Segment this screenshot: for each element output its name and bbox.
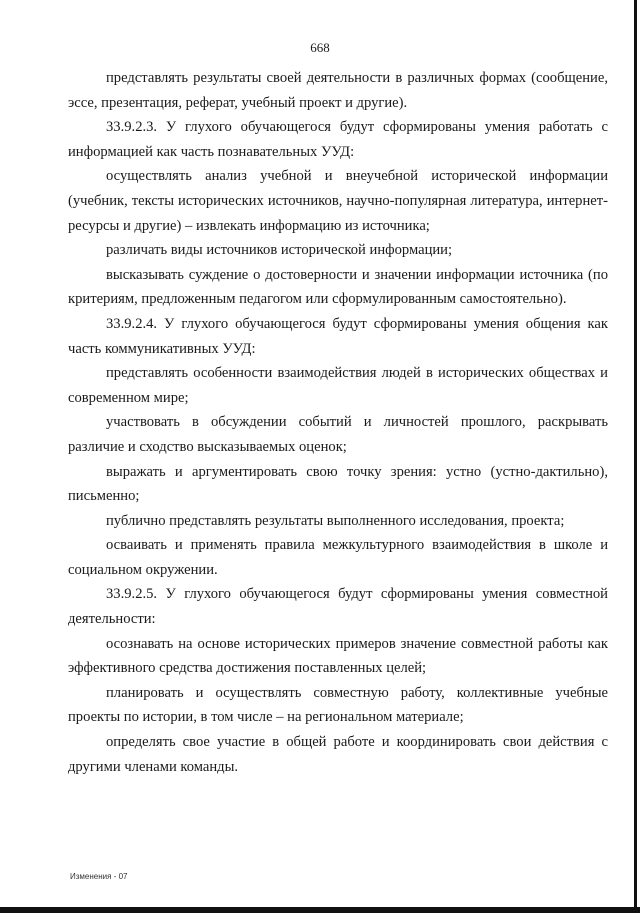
document-body (68, 66, 608, 779)
list-item: осуществлять анализ учебной и внеучебной исторической информации (учебник, тексты исторических источников, научно-популярная литература, интернет-ресурсы и другие) – извлекать информацию из источника; (68, 168, 608, 234)
footer-revision-note: Изменения - 07 (70, 872, 128, 881)
section-heading-33-9-2-5: 33.9.2.5. У глухого обучающегося будут сформированы умения совместной деятельности: (68, 586, 608, 628)
scan-border-bottom (0, 907, 640, 913)
list-item: определять свое участие в общей работе и координировать свои действия с другими членами команды. (68, 734, 608, 775)
list-item: высказывать суждение о достоверности и значении информации источника (по критериям, предложенным педагогом или сформулированным самостоятельно). (68, 266, 608, 308)
page-number: 668 (310, 40, 330, 55)
list-item: выражать и аргументировать свою точку зрения: устно (устно-дактильно), письменно; (68, 463, 608, 505)
paragraph: представлять результаты своей деятельности в различных формах (сообщение, эссе, презентация, реферат, учебный проект и другие). (68, 70, 608, 111)
list-item: планировать и осуществлять совместную работу, коллективные учебные проекты по истории, в том числе – на региональном материале; (68, 684, 608, 726)
list-item: различать виды источников исторической информации; (106, 242, 453, 259)
list-item: представлять особенности взаимодействия людей в исторических обществах и современном мире; (68, 365, 608, 406)
list-item: осознавать на основе исторических примеров значение совместной работы как эффективного средства достижения поставленных целей; (68, 635, 608, 677)
scan-border-right (634, 0, 637, 913)
section-heading-33-9-2-3: 33.9.2.3. У глухого обучающегося будут сформированы умения работать с информацией как часть познавательных УУД: (68, 119, 608, 160)
list-item: участвовать в обсуждении событий и личностей прошлого, раскрывать различие и сходство высказываемых оценок; (68, 414, 608, 455)
section-heading-33-9-2-4: 33.9.2.4. У глухого обучающегося будут сформированы умения общения как часть коммуникативных УУД: (68, 315, 608, 357)
list-item: публично представлять результаты выполненного исследования, проекта; (106, 512, 565, 529)
list-item: осваивать и применять правила межкультурного взаимодействия в школе и социальном окружении. (68, 537, 608, 578)
